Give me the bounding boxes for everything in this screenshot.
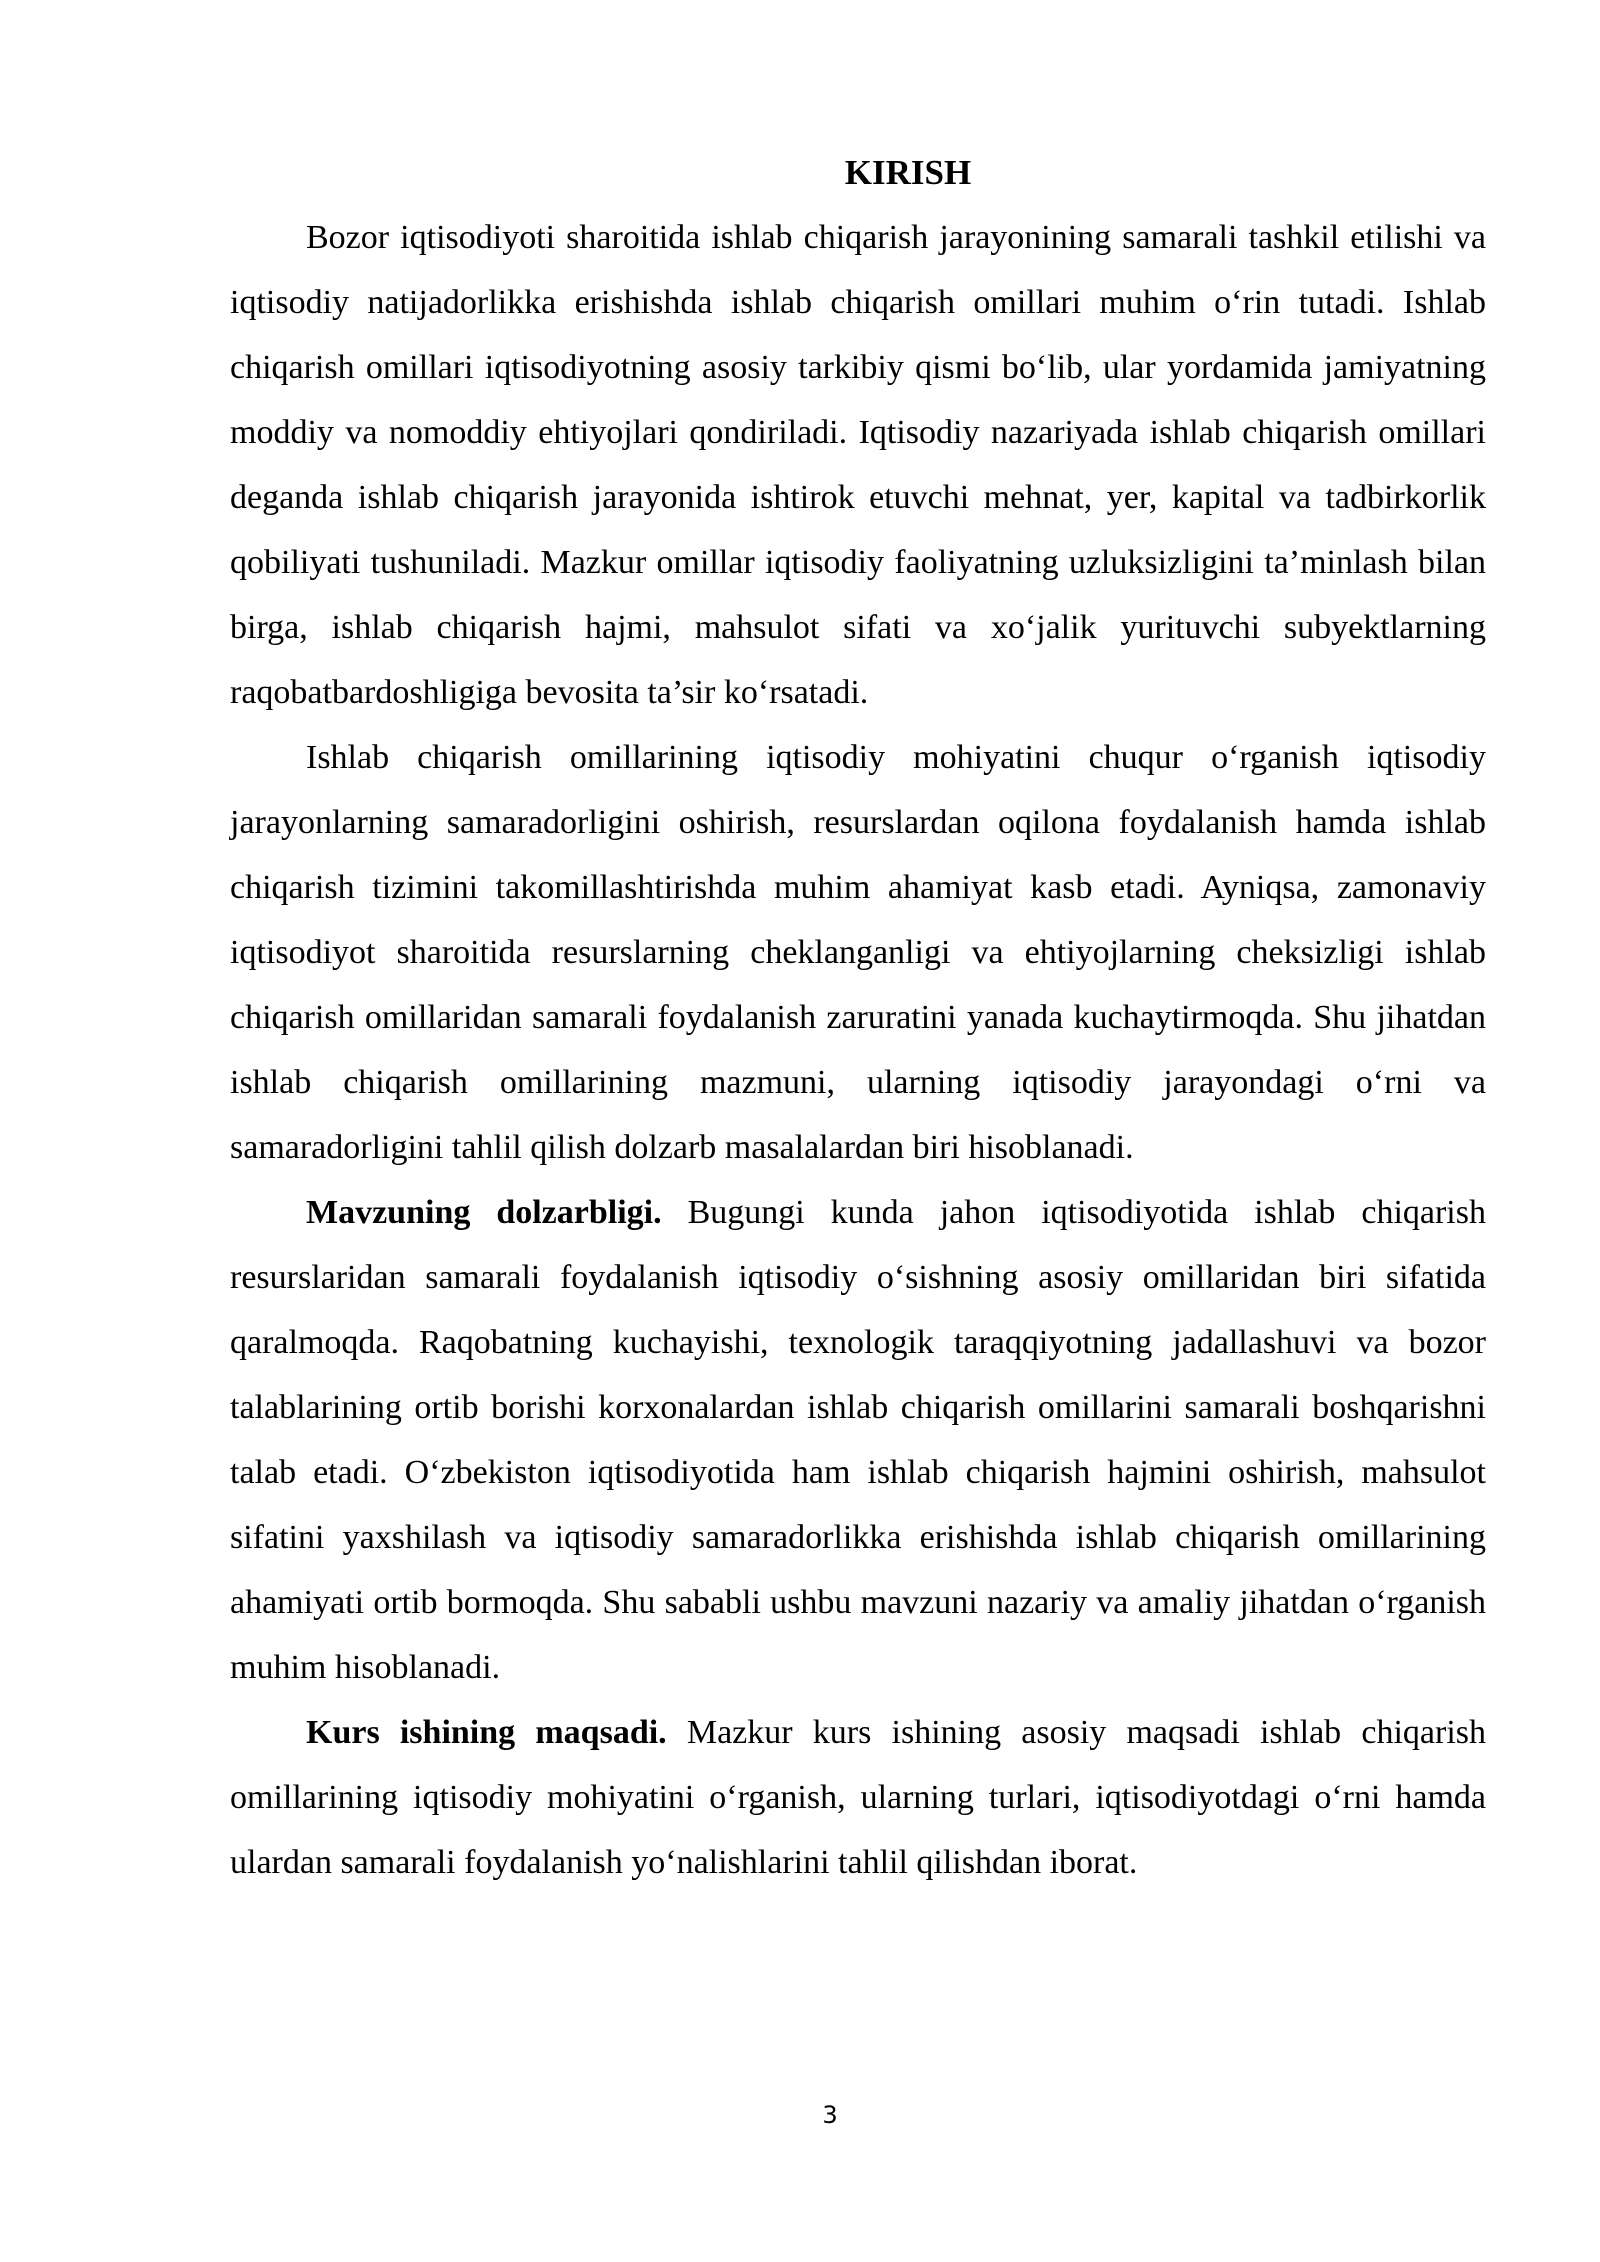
paragraph-text: Ishlab chiqarish omillarining iqtisodiy mohiyatini chuqur o‘rganish iqtisodiy jarayonlarning samaradorligini oshirish, resurslardan oqilona foydalanish hamda ishlab chiqarish tizimini takomillashtirishda muhim ahamiyat kasb etadi. Ayniqsa, zamonaviy iqtisodiyot sharoitida resurslarning cheklanganligi va ehtiyojlarning cheksizligi ishlab chiqarish omillaridan samarali foydalanish zaruratini yanada kuchaytirmoqda. Shu jihatdan ishlab chiqarish omillarining mazmuni, ularning iqtisodiy jarayondagi o‘rni va samaradorligini tahlil qilish dolzarb masalalardan biri hisoblanadi. <box>230 739 1486 1166</box>
section-title: KIRISH <box>844 153 972 192</box>
paragraph-text: Bozor iqtisodiyoti sharoitida ishlab chiqarish jarayonining samarali tashkil etilishi va iqtisodiy natijadorlikka erishishda ishlab chiqarish omillari muhim o‘rin tutadi. Ishlab chiqarish omillari iqtisodiyotning asosiy tarkibiy qismi bo‘lib, ular yordamida jamiyatning moddiy va nomoddiy ehtiyojlari qondiriladi. Iqtisodiy nazariyada ishlab chiqarish omillari deganda ishlab chiqarish jarayonida ishtirok etuvchi mehnat, yer, kapital va tadbirkorlik qobiliyati tushuniladi. Mazkur omillar iqtisodiy faoliyatning uzluksizligini ta’minlash bilan birga, ishlab chiqarish hajmi, mahsulot sifati va xo‘jalik yurituvchi subyektlarning raqobatbardoshligiga bevosita ta’sir ko‘rsatadi. <box>230 219 1486 711</box>
paragraph-relevance <box>230 1180 1486 1700</box>
paragraph-lead-heading: Kurs ishining maqsadi. <box>306 1714 667 1751</box>
paragraph-lead-heading: Mavzuning dolzarbligi. <box>306 1194 662 1231</box>
paragraph-text: Mazkur kurs ishining asosiy maqsadi ishlab chiqarish omillarining iqtisodiy mohiyatini o‘rganish, ularning turlari, iqtisodiyotdagi o‘rni hamda ulardan samarali foydalanish yo‘nalishlarini tahlil qilishdan iborat. <box>230 1714 1486 1881</box>
paragraph-intro <box>230 205 1486 725</box>
paragraph-essence <box>230 725 1486 1180</box>
paragraph-text: Bugungi kunda jahon iqtisodiyotida ishlab chiqarish resurslaridan samarali foydalanish iqtisodiy o‘sishning asosiy omillaridan biri sifatida qaralmoqda. Raqobatning kuchayishi, texnologik taraqqiyotning jadallashuvi va bozor talablarining ortib borishi korxonalardan ishlab chiqarish omillarini samarali boshqarishni talab etadi. O‘zbekiston iqtisodiyotida ham ishlab chiqarish hajmini oshirish, mahsulot sifatini yaxshilash va iqtisodiy samaradorlikka erishishda ishlab chiqarish omillarining ahamiyati ortib bormoqda. Shu sababli ushbu mavzuni nazariy va amaliy jihatdan o‘rganish muhim hisoblanadi. <box>230 1194 1486 1686</box>
document-page <box>230 140 1486 1895</box>
paragraph-goal <box>230 1700 1486 1895</box>
page-number: 3 <box>822 2101 838 2129</box>
